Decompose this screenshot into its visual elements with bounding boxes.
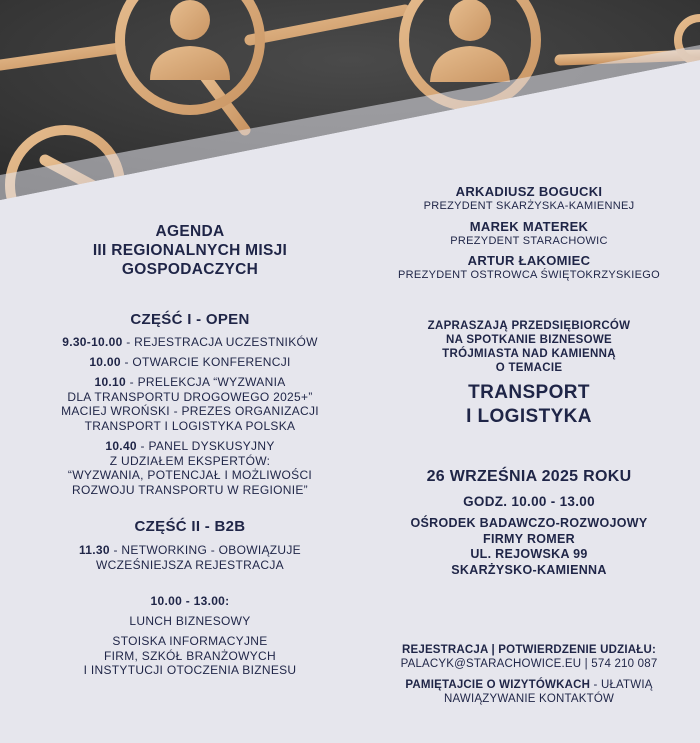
invitation-line: TRÓJMIASTA NAD KAMIENNĄ: [442, 348, 616, 360]
agenda-item-line: WCZEŚNIEJSZA REJESTRACJA: [96, 557, 284, 572]
part1-heading: CZĘŚĆ I - OPEN: [130, 311, 250, 328]
host-role: PREZYDENT OSTROWCA ŚWIĘTOKRZYSKIEGO: [398, 269, 660, 281]
reminder-line: NAWIĄZYWANIE KONTAKTÓW: [443, 693, 615, 705]
host-name: MAREK MATEREK: [469, 219, 589, 234]
agenda-item-time: 11.30: [78, 543, 110, 557]
agenda-item-time: 10.00: [89, 355, 121, 369]
lunch-line: STOISKA INFORMACYJNE: [112, 634, 268, 648]
host-name: ARTUR ŁAKOMIEC: [467, 253, 591, 268]
invitation-line: ZAPRASZAJĄ PRZEDSIĘBIORCÓW: [427, 320, 631, 332]
agenda-item-line: “WYZWANIA, POTENCJAŁ I MOŻLIWOŚCI: [67, 468, 313, 482]
lunch-details: [20, 634, 360, 678]
registration-heading: REJESTRACJA | POTWIERDZENIE UDZIAŁU:: [401, 644, 657, 656]
agenda-item-time: 10.10: [94, 375, 126, 389]
host-role: PREZYDENT STARACHOWIC: [450, 235, 608, 247]
invitation-text: [358, 319, 700, 375]
agenda-item-line: ROZWOJU TRANSPORTU W REGIONIE”: [72, 482, 308, 497]
business-card-reminder: [358, 678, 700, 706]
event-topic: [358, 381, 700, 429]
reminder-text: - UŁATWIĄ: [590, 679, 653, 691]
agenda-item-text: - NETWORKING - OBOWIĄZUJE: [109, 543, 301, 557]
lunch-title: LUNCH BIZNESOWY: [129, 614, 251, 628]
agenda-item-text: - REJESTRACJA UCZESTNIKÓW: [122, 335, 318, 349]
agenda-item-line: DLA TRANSPORTU DROGOWEGO 2025+”: [67, 389, 313, 404]
agenda-item-text: - PANEL DYSKUSYJNY: [136, 439, 275, 453]
topic-line: TRANSPORT: [468, 382, 590, 403]
host-role: PREZYDENT SKARŻYSKA-KAMIENNEJ: [423, 200, 635, 212]
invitation-line: NA SPOTKANIE BIZNESOWE: [446, 334, 612, 346]
agenda-item: [20, 543, 360, 572]
agenda-item: [20, 355, 360, 370]
host-block: [358, 219, 700, 247]
event-hours: GODZ. 10.00 - 13.00: [463, 494, 595, 509]
event-date: 26 WRZEŚNIA 2025 ROKU: [426, 468, 632, 485]
agenda-title: [20, 222, 360, 279]
agenda-title-line: AGENDA: [155, 223, 225, 240]
host-block: [358, 184, 700, 212]
agenda-title-line: GOSPODACZYCH: [121, 261, 259, 278]
lunch-line: FIRM, SZKÓŁ BRANŻOWYCH: [104, 648, 276, 663]
agenda-item-text: - OTWARCIE KONFERENCJI: [120, 355, 291, 369]
agenda-item: [20, 375, 360, 433]
venue-line: OŚRODEK BADAWCZO-ROZWOJOWY: [410, 516, 648, 530]
agenda-item: [20, 335, 360, 350]
agenda-item-line: Z UDZIAŁEM EKSPERTÓW:: [109, 453, 271, 468]
agenda-title-line: III REGIONALNYCH MISJI: [92, 242, 288, 259]
agenda-item-time: 9.30-10.00: [62, 335, 123, 349]
host-name: ARKADIUSZ BOGUCKI: [455, 184, 603, 199]
venue-line: FIRMY ROMER: [483, 531, 575, 546]
event-venue: [358, 516, 700, 578]
lunch-line: I INSTYTUCJI OTOCZENIA BIZNESU: [83, 663, 297, 677]
agenda-item-time: 10.40: [105, 439, 137, 453]
agenda-item-line: MACIEJ WROŃSKI - PREZES ORGANIZACJI: [61, 404, 319, 418]
invitation-line: O TEMACIE: [495, 362, 563, 374]
reminder-bold: PAMIĘTAJCIE O WIZYTÓWKACH: [405, 679, 591, 691]
topic-line: I LOGISTYKA: [466, 406, 592, 427]
registration-contact[interactable]: PALACYK@STARACHOWICE.EU | 574 210 087: [400, 658, 658, 670]
part2-heading: CZĘŚĆ II - B2B: [134, 518, 246, 535]
host-block: [358, 253, 700, 281]
lunch-time: 10.00 - 13.00:: [150, 594, 230, 608]
agenda-item-text: - PRELEKCJA “WYZWANIA: [126, 375, 286, 389]
hero-photo-network-people: [0, 0, 700, 200]
venue-line: UL. REJOWSKA 99: [470, 547, 588, 561]
agenda-item: [20, 439, 360, 497]
venue-line: SKARŻYSKO-KAMIENNA: [451, 562, 607, 577]
agenda-item-line: TRANSPORT I LOGISTYKA POLSKA: [84, 418, 296, 433]
